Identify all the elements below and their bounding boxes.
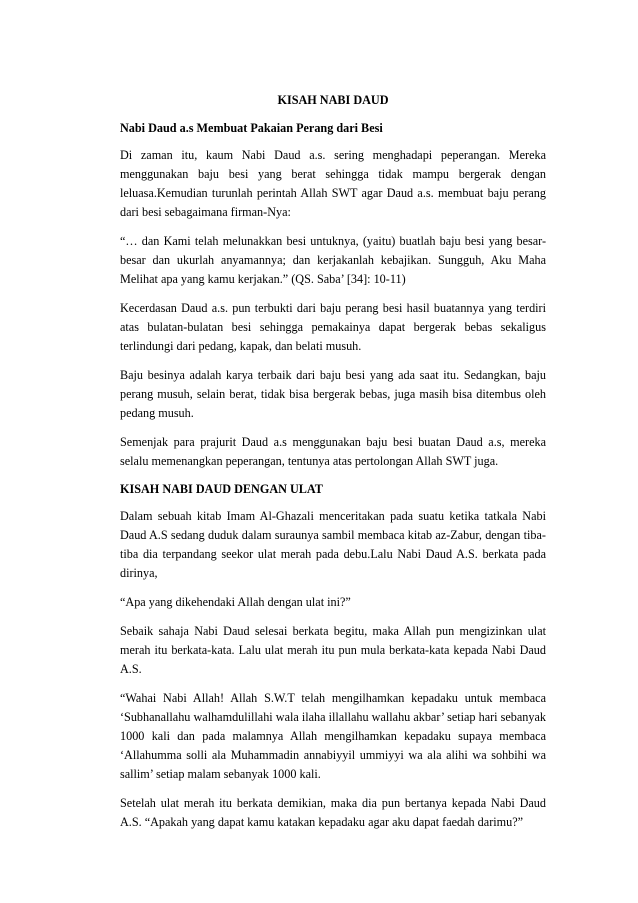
section-heading-ulat: KISAH NABI DAUD DENGAN ULAT (120, 482, 323, 496)
quote-paragraph: “… dan Kami telah melunakkan besi untuknya, (yaitu) buatlah baju besi yang besar-besar dan ukurlah anyamannya; dan kerjakanlah kebajikan. Sungguh, Aku Maha Melihat apa yang kamu kerjakan.” (QS. Saba’ [34]: 10-11) (120, 234, 546, 286)
section-heading-baju-besi: Nabi Daud a.s Membuat Pakaian Perang dari Besi (120, 121, 383, 135)
document-body (120, 92, 546, 842)
paragraph: Kecerdasan Daud a.s. pun terbukti dari baju perang besi hasil buatannya yang terdiri atas bulatan-bulatan besi sehingga pemakainya dapat bergerak bebas sekaligus terlindungi dari pedang, kapak, dan belati musuh. (120, 301, 546, 353)
paragraph: Setelah ulat merah itu berkata demikian, maka dia pun bertanya kepada Nabi Daud A.S. “Apakah yang dapat kamu katakan kepadaku agar aku dapat faedah darimu?” (120, 796, 546, 829)
paragraph: Baju besinya adalah karya terbaik dari baju besi yang ada saat itu. Sedangkan, baju perang musuh, selain berat, tidak bisa bergerak bebas, juga masih bisa ditembus oleh pedang musuh. (120, 368, 546, 420)
paragraph: Di zaman itu, kaum Nabi Daud a.s. sering menghadapi peperangan. Mereka menggunakan baju besi yang berat sehingga tidak mampu bergerak dengan leluasa.Kemudian turunlah perintah Allah SWT agar Daud a.s. membuat baju perang dari besi sebagaimana firman-Nya: (120, 148, 546, 219)
paragraph: Semenjak para prajurit Daud a.s menggunakan baju besi buatan Daud a.s, mereka selalu memenangkan peperangan, tentunya atas pertolongan Allah SWT juga. (120, 435, 546, 468)
quote-paragraph: “Wahai Nabi Allah! Allah S.W.T telah mengilhamkan kepadaku untuk membaca ‘Subhanallahu walhamdulillahi wala ilaha illallahu wallahu akbar’ setiap hari sebanyak 1000 kali dan pada malamnya Allah mengilhamkan kepadaku supaya membaca ‘Allahumma solli ala Muhammadin annabiyyil ummiyyi wa ala alihi wa sohbihi wa sallim’ setiap malam sebanyak 1000 kali. (120, 691, 546, 781)
document-title: KISAH NABI DAUD (277, 93, 389, 107)
paragraph: Dalam sebuah kitab Imam Al-Ghazali menceritakan pada suatu ketika tatkala Nabi Daud A.S sedang duduk dalam suraunya sambil membaca kitab az-Zabur, dengan tiba-tiba dia terpandang seekor ulat merah pada debu.Lalu Nabi Daud A.S. berkata pada dirinya, (120, 509, 546, 580)
paragraph: Sebaik sahaja Nabi Daud selesai berkata begitu, maka Allah pun mengizinkan ulat merah itu berkata-kata. Lalu ulat merah itu pun mula berkata-kata kepada Nabi Daud A.S. (120, 624, 546, 676)
quote-paragraph: “Apa yang dikehendaki Allah dengan ulat ini?” (120, 595, 351, 609)
